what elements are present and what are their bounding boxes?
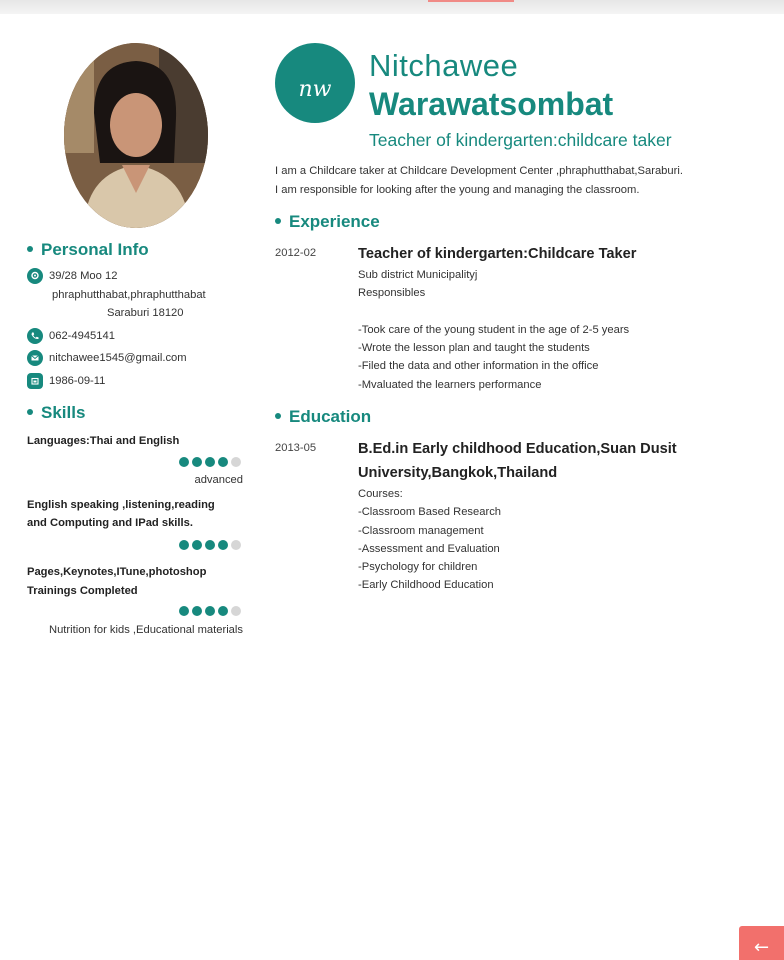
rating-dot [231, 540, 241, 550]
phone-row [27, 327, 257, 347]
summary [275, 162, 735, 199]
experience-line: -Filed the data and other information in the office [358, 360, 599, 373]
monogram-text: nw [298, 76, 332, 102]
rating-dot [192, 540, 202, 550]
personal-info-heading-text: Personal Info [41, 240, 149, 259]
birthdate-row [27, 372, 257, 392]
skills-heading-text: Skills [41, 403, 86, 422]
experience-title: Teacher of kindergarten:Childcare Taker [358, 246, 637, 262]
education-heading-text: Education [289, 407, 372, 426]
experience-line: -Wrote the lesson plan and taught the students [358, 342, 590, 355]
phone-icon [27, 328, 43, 344]
skill-level: advanced [194, 474, 243, 486]
profile-photo [64, 43, 208, 228]
education-line: -Assessment and Evaluation [358, 542, 500, 555]
back-arrow-icon: ← [753, 937, 770, 958]
skill-label: Pages,Keynotes,ITune,photoshop [27, 566, 207, 578]
summary-line: I am responsible for looking after the young and managing the classroom. [275, 183, 640, 196]
experience-line: -Took care of the young student in the age of 2-5 years [358, 323, 630, 336]
rating-dot [218, 457, 228, 467]
monogram-badge [275, 43, 355, 123]
experience-heading [275, 212, 380, 232]
skill-label: and Computing and IPad skills. [27, 517, 193, 529]
education-line: -Psychology for children [358, 561, 478, 574]
education-line: -Classroom management [358, 524, 484, 537]
rating-dot [218, 606, 228, 616]
back-button[interactable] [739, 926, 784, 960]
education-line: -Early Childhood Education [358, 579, 494, 592]
experience-line [358, 303, 629, 321]
rating-dot [231, 457, 241, 467]
rating-dot [205, 606, 215, 616]
skill-rating [179, 606, 241, 616]
experience-line: -Mvaluated the learners performance [358, 378, 542, 391]
bullet-dot [275, 413, 281, 419]
skill-level: Nutrition for kids ,Educational materials [48, 624, 243, 636]
rating-dot [179, 540, 189, 550]
calendar-icon [27, 373, 43, 389]
rating-dot [231, 606, 241, 616]
rating-dot [218, 540, 228, 550]
skill-rating [179, 457, 241, 467]
skills-heading [27, 403, 85, 423]
bullet-dot [275, 218, 281, 224]
rating-dot [179, 457, 189, 467]
top-bar-accent [428, 0, 514, 2]
rating-dot [192, 457, 202, 467]
skill-label: Languages:Thai and English [27, 435, 180, 447]
last-name: Warawatsombat [369, 86, 614, 122]
education-title-line: B.Ed.in Early childhood Education,Suan Dusit [358, 441, 677, 457]
address-line-3: Saraburi 18120 [107, 307, 184, 319]
personal-info-heading [27, 240, 149, 260]
birthdate: 1986-09-11 [49, 375, 106, 387]
email-address: nitchawee1545@gmail.com [49, 352, 187, 364]
address-line-1: 39/28 Moo 12 [49, 270, 118, 282]
experience-line: Responsibles [358, 287, 426, 300]
address-line-2: phraphutthabat,phraphutthabat [52, 289, 206, 301]
skill-rating [179, 540, 241, 550]
education-line: Courses: [358, 488, 403, 500]
education-heading [275, 407, 371, 427]
bullet-dot [27, 246, 33, 252]
bullet-dot [27, 409, 33, 415]
experience-details [358, 266, 629, 394]
phone-number: 062-4945141 [49, 330, 115, 342]
email-row [27, 349, 257, 369]
address-row [27, 267, 257, 327]
email-icon [27, 350, 43, 366]
skill-label: Trainings Completed [27, 585, 138, 597]
rating-dot [192, 606, 202, 616]
top-bar [0, 0, 784, 14]
experience-heading-text: Experience [289, 212, 380, 231]
rating-dot [205, 540, 215, 550]
experience-line: Sub district Municipalityj [358, 269, 478, 281]
education-line: -Classroom Based Research [358, 506, 502, 519]
rating-dot [179, 606, 189, 616]
location-pin-icon [27, 268, 43, 284]
skill-label: English speaking ,listening,reading [27, 499, 215, 511]
education-title-line: University,Bangkok,Thailand [358, 465, 558, 481]
first-name: Nitchawee [369, 48, 519, 83]
job-title: Teacher of kindergarten:childcare taker [369, 130, 672, 150]
rating-dot [205, 457, 215, 467]
experience-date: 2012-02 [275, 247, 317, 259]
education-details [358, 485, 501, 595]
summary-line: I am a Childcare taker at Childcare Development Center ,phraphutthabat,Saraburi. [275, 165, 683, 177]
education-date: 2013-05 [275, 442, 317, 454]
